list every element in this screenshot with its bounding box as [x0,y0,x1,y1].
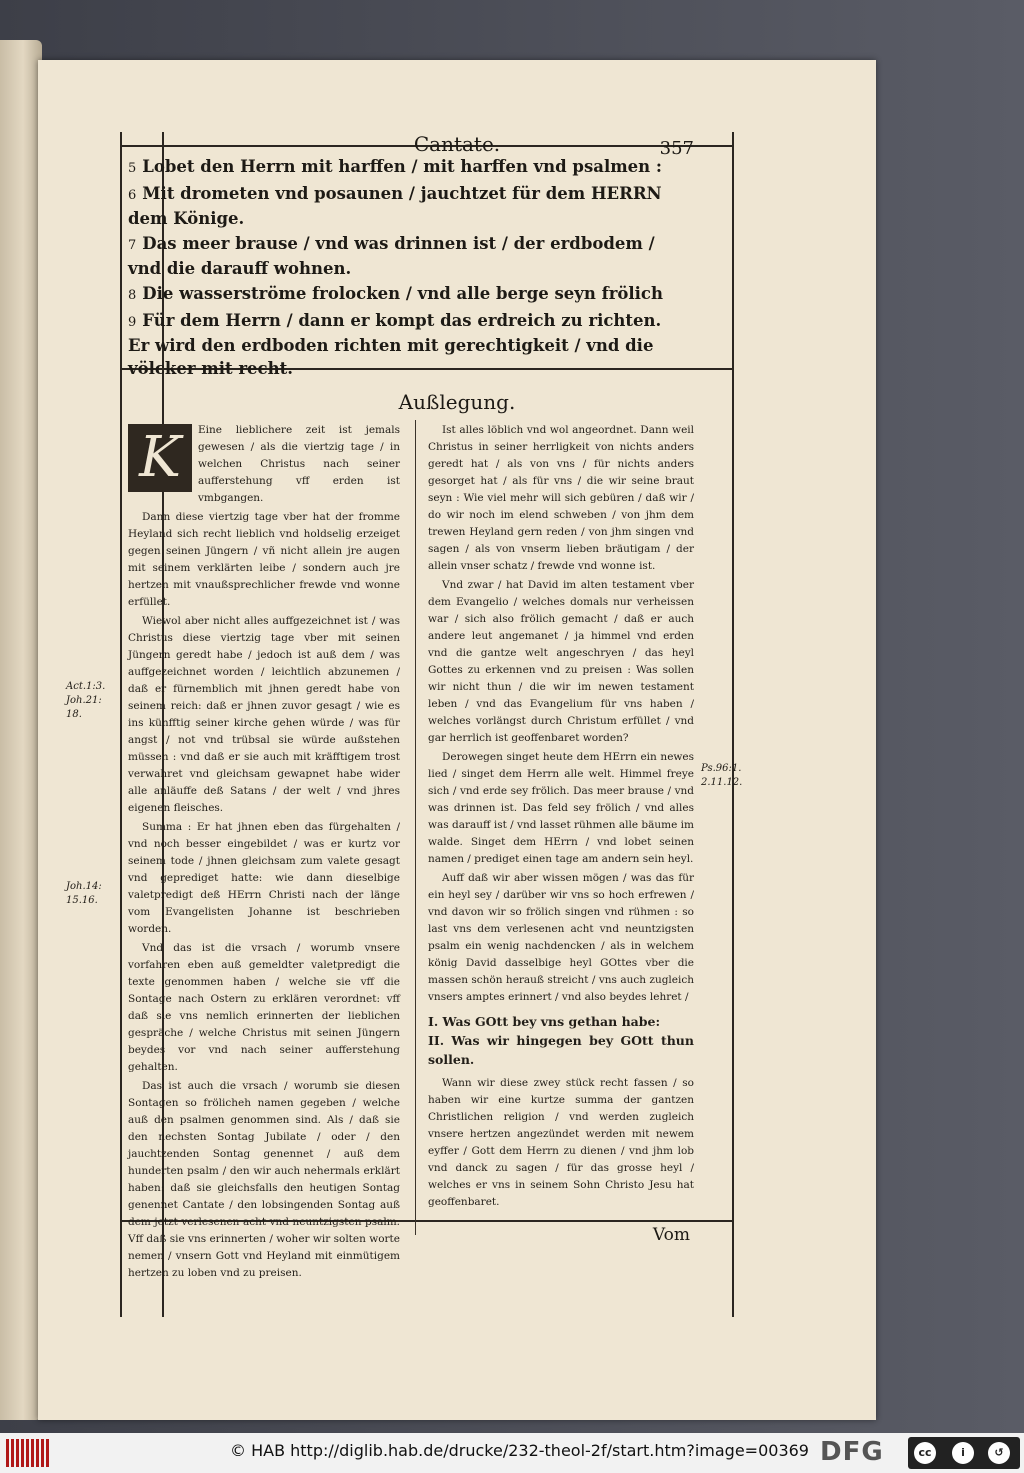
paragraph: Auff daß wir aber wissen mögen / was das für ein heyl sey / darüber wir vns so hoch erfrewen / vnd davon wir so frölich singen vnd rühmen : so last vns dem verlesenen acht vnd neuntzigsten psalm ein wenig nachdencken / als in welchem könig David dasselbige heyl GOttes vber die massen schön herauß streicht / vns auch zugleich vnsers amptes erinnert / vnd also beydes lehret / [428,872,694,1003]
facing-page-edge [0,40,42,1420]
section-title: Außlegung. [398,390,516,414]
outline-item: I. Was GOtt bey vns gethan habe: [428,1014,661,1029]
sa-icon: ↺ [988,1442,1010,1464]
credit-link[interactable]: © HAB http://diglib.hab.de/drucke/232-theol-2f/start.htm?image=00369 [230,1441,809,1460]
cc-icon: cc [914,1442,936,1464]
column-divider [415,420,416,1235]
paragraph: Dann diese viertzig tage vber hat der fromme Heyland sich recht lieblich vnd holdselig erzeiget gegen seinen Jüngern / vñ nicht allein jre augen mit seinem verklärten leibe / sondern auch jre hertzen mit vnaußsprechlicher frewde vnd wonne erfüllet. [128,511,400,608]
margin-note: Act.1:3. Joh.21: 18. [66,681,106,720]
paragraph: Wiewol aber nicht alles auffgezeichnet ist / was Christus diese viertzig tage vber mit seinen Jüngern geredt habe / jedoch ist auß dem / was auffgezeichnet worden / leichtlich abzunemen / daß er fürnemblich mit jhnen geredt habe von seinem reich: daß er jhnen zuvor gesagt / wie es ins künfftig seiner kirche gehen würde / was für angst / not vnd trübsal sie würde außstehen müssen : vnd daß er sie auch mit kräfftigem trost verwahret vnd gleichsam gewapnet habe wider alle anläuffe deß Satans / der welt / vnd jhres eigenen fleisches. [128,615,400,814]
outline-item: II. Was wir hingegen bey GOtt thun sollen. [428,1033,694,1067]
psalm-verse: 6 Mit drometen vnd posaunen / jauchtzet für dem HERRN dem Könige. [128,184,662,228]
paragraph: K Eine lieblichere zeit ist jemals gewesen / als die viertzig tage / in welchen Christus nach seiner aufferstehung vff erden ist vmbgangen. [128,422,400,507]
psalm-verse: 8 Die wasserströme frolocken / vnd alle berge seyn frölich [128,284,663,303]
decorated-initial: K [128,424,192,492]
psalm-verses [128,155,688,382]
paragraph: Das ist auch die vrsach / worumb sie diesen Sontagen so frölicheh namen gegeben / welche auß den psalmen genommen sind. Als / daß sie den nechsten Sontag Jubilate / oder / den jauchtzenden Sontag genennet / auß dem hunderten psalm / den wir auch nehermals erklärt haben: daß sie gleichsfalls den heutigen Sontag genennet Cantate / den lobsingenden Sontag auß dem jetzt verlesenen acht vnd neuntzigsten psalm. Vff daß sie vns erinnerten / woher wir solten worte nemen / vnsern Gott vnd Heyland mit einmütigem hertzen zu loben vnd zu preisen. [128,1080,400,1279]
left-text-column [128,422,400,1284]
viewer-footer [0,1433,1024,1473]
paragraph: Wann wir diese zwey stück recht fassen / so haben wir eine kurtze summa der gantzen Christlichen religion / vnd werden zugleich vnsere hertzen angezündet werden mit newem eyffer / Gott dem Herrn zu dienen / vnd jhm lob vnd danck zu sagen / für das grosse heyl / welches er vns in seinem Sohn Christo Jesu hat geoffenbaret. [428,1077,694,1208]
running-title: Cantate. [413,132,501,156]
outline-list [428,1012,694,1069]
paragraph: Derowegen singet heute dem HErrn ein newes lied / singet dem Herrn alle welt. Himmel freye sich / vnd erde sey frölich. Das meer brause / vnd was drinnen ist. Das feld sey frölich / vnd alles was darauff ist / vnd lasset rühmen alle bäume im walde. Singet dem HErrn / vnd lobet seinen namen / prediget einen tage am andern sein heyl. [428,751,694,865]
hab-logo-icon [6,1439,49,1467]
margin-note: Joh.14: 15.16. [66,881,102,906]
margin-note: Ps.96:1. 2.11.12. [701,763,743,788]
dfg-logo: DFG [820,1437,884,1467]
paragraph: Vnd zwar / hat David im alten testament vber dem Evangelio / welches domals nur verheissen war / sich also frölich gemacht / daß er auch andere leut angemanet / ja himmel vnd erden vnd die gantze welt angeschryen / das heyl Gottes zu erkennen vnd zu preisen : Was sollen wir nicht thun / die wir im newen testament leben / vnd das Evangelium für vns haben / welches vorlängst durch Christum erfüllet / vnd gar herrlich ist geoffenbaret worden? [428,579,694,744]
paragraph: Ist alles löblich vnd wol angeordnet. Dann weil Christus in seiner herrligkeit von nichts anders geredt hat / als von vns / für nichts anders gesorget hat / als für vns / die wir seine braut seyn : Wie viel mehr will sich gebüren / daß wir / do wir noch im elend schweben / von jhm dem trewen Heyland gern reden / von jhm singen vnd sagen / als von vnserm lieben bräutigam / der allein vnser schatz / frewde vnd wonne ist. [428,424,694,572]
catchword: Vom [652,1225,690,1245]
psalm-verse: 5 Lobet den Herrn mit harffen / mit harffen vnd psalmen : [128,157,662,176]
cc-license-badge[interactable] [908,1437,1020,1469]
page-number: 357 [659,138,694,159]
by-icon: i [952,1442,974,1464]
psalm-verse: 9 Für dem Herrn / dann er kompt das erdreich zu richten. Er wird den erdboden richten mit gerechtigkeit / vnd die völcker mit recht. [128,311,662,378]
psalm-verse: 7 Das meer brause / vnd was drinnen ist / der erdbodem / vnd die darauff wohnen. [128,234,655,278]
right-text-column [428,422,694,1213]
document-page [38,60,876,1420]
paragraph: Vnd das ist die vrsach / worumb vnsere vorfahren eben auß gemeldter valetpredigt die texte genommen haben / welche sie vff die Sontage nach Ostern zu erklären verordnet: vff daß sie vns nemlich erinnerten der lieblichen gespräche / welche Christus mit seinen Jüngern beydes vor vnd nach seiner aufferstehung gehalten. [128,942,400,1073]
paragraph: Summa : Er hat jhnen eben das fürgehalten / vnd noch besser eingebildet / was er kurtz vor seinem tode / jhnen gleichsam zum valete gesagt vnd geprediget hatte: wie dann dieselbige valetpredigt deß HErrn Christi nach der länge vom Evangelisten Johanne ist beschrieben worden. [128,821,400,935]
